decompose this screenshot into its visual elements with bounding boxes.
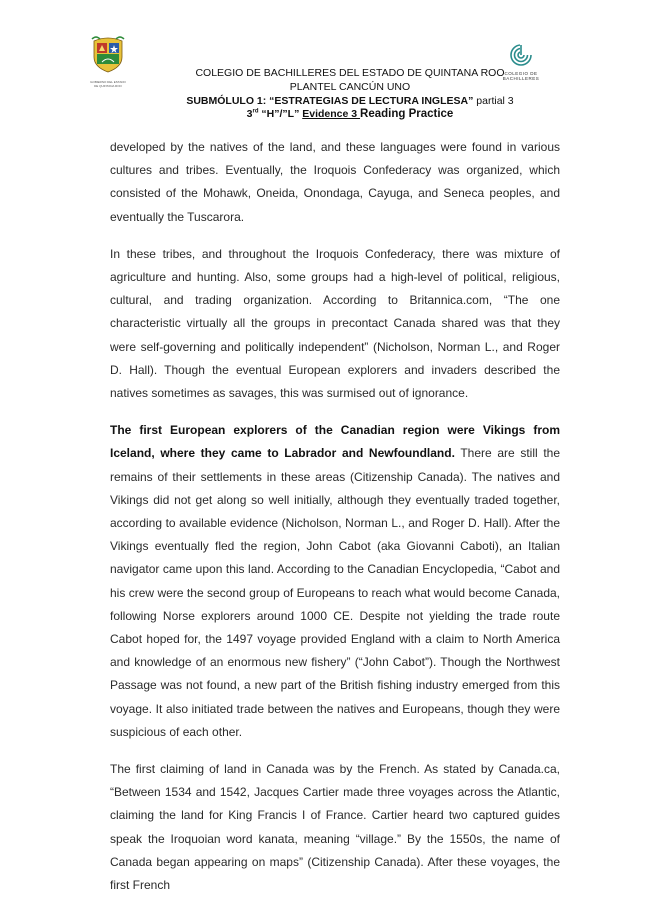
- paragraph-3-bold-lead: The first European explorers of the Canadian region were Vikings from Iceland, where they came to Labrador and Newfoundland.: [110, 423, 560, 461]
- paragraph-3-text: There are still the remains of their settlements in these areas (Citizenship Canada). The natives and Vikings did not get along so well initially, although they eventually traded together, according to available evidence (Nicholson, Norman L., and Roger D. Hall). After the Vikings eventually fled the region, John Cabot (aka Giovanni Caboti), an Italian navigator came upon this land. According to the Canadian Encyclopedia, “Cabot and his crew were the second group of Europeans to reach what would become Canada, following Norse explorers around 1000 CE. Despite not yielding the trade route Cabot hoped for, the 1497 voyage provided England with a claim to North America and knowledge of an enormous new fishery” (“John Cabot”). Though the Northwest Passage was not found, a new part of the British fishing industry emerged from this voyage. It also initiated trade between the natives and Europeans, though they were suspicious of each other.: [110, 446, 560, 739]
- bachilleres-emblem-icon: [510, 44, 532, 66]
- coat-of-arms-icon: [90, 35, 126, 73]
- header-submodule: [140, 95, 560, 107]
- header-evidence-number: Evidence 3: [302, 108, 361, 120]
- paragraph-3: [110, 419, 560, 744]
- header-partial: partial 3: [473, 95, 514, 107]
- header-submodule-title: SUBMÓLULO 1: “ESTRATEGIAS DE LECTURA INGLESA”: [186, 95, 474, 107]
- paragraph-1: [110, 136, 560, 229]
- state-coat-of-arms-logo: [90, 35, 126, 88]
- header-campus: PLANTEL CANCÚN UNO: [289, 81, 411, 93]
- coat-of-arms-caption: GOBIERNO DEL ESTADO DE QUINTANA ROO: [90, 80, 126, 88]
- paragraph-2-text: In these tribes, and throughout the Iroquois Confederacy, there was mixture of agriculture and hunting. Also, some groups had a high-level of political, religious, cultural, and trading organization. According to Britannica.com, “The one characteristic virtually all the groups in precontact Canada shared was that they were self-governing and politically independent” (Nicholson, Norman L., and Roger D. Hall). Though the eventual European explorers and invaders described the natives sometimes as savages, this was surmised out of ignorance.: [110, 246, 560, 401]
- header-evidence: [140, 108, 560, 120]
- bachilleres-caption-2: BACHILLERES: [502, 76, 540, 81]
- header-reading-title: Reading Practice: [360, 108, 454, 120]
- bachilleres-caption-1: COLEGIO DE: [504, 71, 538, 76]
- paragraph-1-text: developed by the natives of the land, and these languages were found in various cultures and tribes. Eventually, the Iroquois Confederacy was organized, which consisted of the Mohawk, Oneida, Onondaga, Cayuga, and Seneca peoples, and eventually the Tuscarora.: [110, 140, 560, 224]
- paragraph-4-text: The first claiming of land in Canada was by the French. As stated by Canada.ca, “Between 1534 and 1542, Jacques Cartier made three voyages across the Atlantic, claiming the land for King Francis I of France. Cartier heard two captured guides speak the Iroquoian word kanata, meaning “village.” By the 1550s, the name of Canada began appearing on maps” (Citizenship Canada). After these voyages, the first French: [110, 762, 560, 893]
- header-grade: 3: [246, 108, 253, 120]
- paragraph-4: [110, 758, 560, 897]
- paragraph-2: [110, 243, 560, 405]
- header-groups: “H”/”L”: [258, 108, 303, 120]
- reading-body: [110, 136, 560, 911]
- header-grade-suffix: rd: [252, 108, 259, 115]
- header-institution: COLEGIO DE BACHILLERES DEL ESTADO DE QUINTANA ROO: [195, 67, 505, 79]
